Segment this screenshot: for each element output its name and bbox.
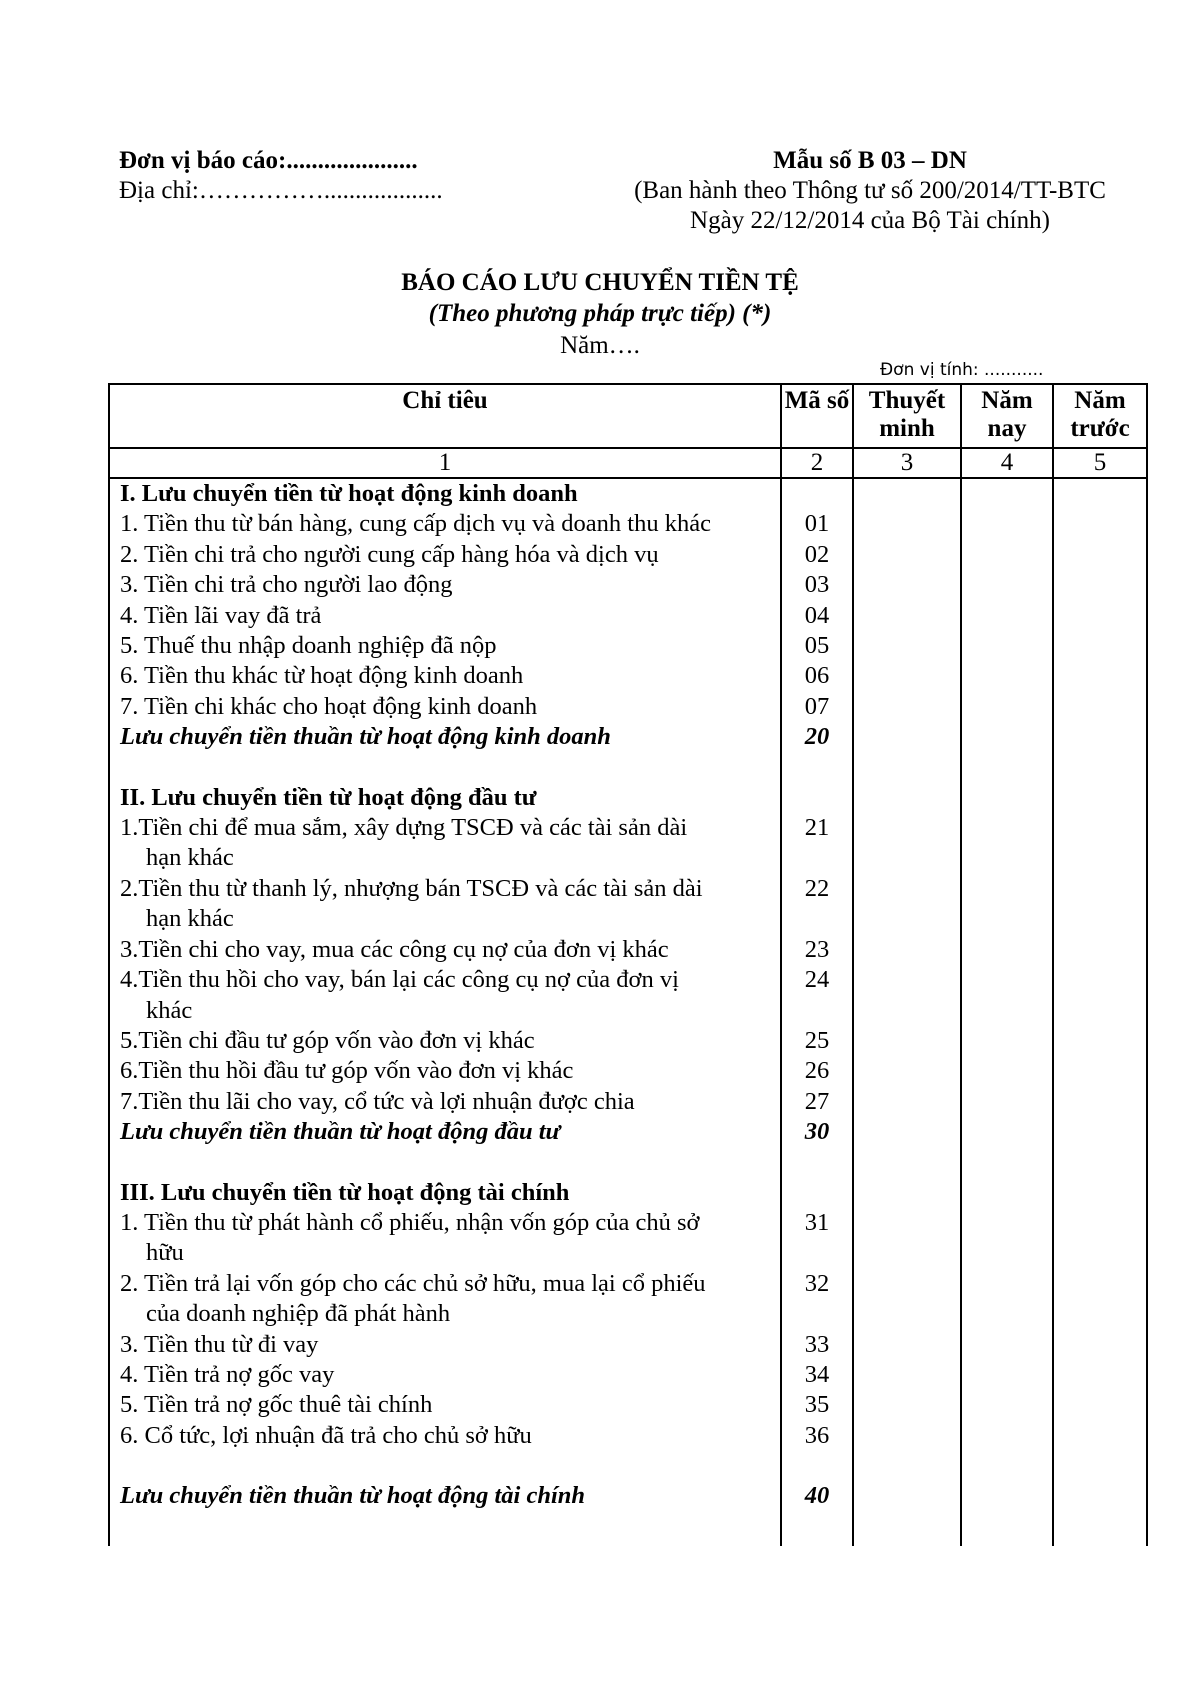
header-current-year: Năm nay bbox=[961, 384, 1053, 448]
header-previous-year: Năm trước bbox=[1053, 384, 1147, 448]
row-label-line: 2.Tiền thu từ thanh lý, nhượng bán TSCĐ và các tài sản dài bbox=[120, 874, 703, 902]
row-label: 3.Tiền chi cho vay, mua các công cụ nợ của đơn vị khác bbox=[109, 935, 781, 965]
table-row bbox=[109, 1330, 1147, 1360]
column-number: 2 bbox=[781, 448, 853, 478]
form-number: Mẫu số B 03 – DN bbox=[773, 147, 967, 174]
row-label bbox=[109, 965, 781, 1026]
table-row bbox=[109, 1421, 1147, 1451]
net-cash-flow-row bbox=[109, 1481, 1147, 1511]
spacer-row bbox=[109, 753, 1147, 783]
row-label: 3. Tiền chi trả cho người lao động bbox=[109, 570, 781, 600]
table-row bbox=[109, 1360, 1147, 1390]
row-code: 07 bbox=[781, 692, 853, 722]
row-code: 06 bbox=[781, 661, 853, 691]
column-number: 3 bbox=[853, 448, 961, 478]
row-code: 05 bbox=[781, 631, 853, 661]
row-label: 7.Tiền thu lãi cho vay, cổ tức và lợi nhuận được chia bbox=[109, 1087, 781, 1117]
reporting-unit-label: Đơn vị báo cáo:..................... bbox=[119, 147, 418, 174]
address-label: Địa chỉ:……………................... bbox=[119, 177, 443, 204]
row-code: 26 bbox=[781, 1056, 853, 1086]
issued-date: Ngày 22/12/2014 của Bộ Tài chính) bbox=[690, 207, 1050, 234]
column-number: 4 bbox=[961, 448, 1053, 478]
header-indicator: Chỉ tiêu bbox=[109, 384, 781, 448]
section-title: II. Lưu chuyển tiền từ hoạt động đầu tư bbox=[109, 783, 781, 813]
report-year: Năm…. bbox=[560, 332, 640, 359]
section-heading-row bbox=[109, 478, 1147, 509]
section-title: III. Lưu chuyển tiền từ hoạt động tài chính bbox=[109, 1178, 781, 1208]
table-row bbox=[109, 1269, 1147, 1330]
table-row bbox=[109, 874, 1147, 935]
net-code: 20 bbox=[781, 722, 853, 752]
row-label-continuation: hữu bbox=[146, 1239, 184, 1267]
row-code: 35 bbox=[781, 1390, 853, 1420]
report-title: BÁO CÁO LƯU CHUYỂN TIỀN TỆ bbox=[401, 269, 799, 296]
row-label-continuation: khác bbox=[146, 996, 193, 1024]
cash-flow-table bbox=[108, 383, 1148, 1546]
row-label: 5. Tiền trả nợ gốc thuê tài chính bbox=[109, 1390, 781, 1420]
row-code: 36 bbox=[781, 1421, 853, 1451]
section-heading-row bbox=[109, 783, 1147, 813]
row-code: 02 bbox=[781, 540, 853, 570]
row-label: 4. Tiền trả nợ gốc vay bbox=[109, 1360, 781, 1390]
section-title: I. Lưu chuyển tiền từ hoạt động kinh doanh bbox=[109, 478, 781, 509]
row-code: 04 bbox=[781, 601, 853, 631]
row-label bbox=[109, 1269, 781, 1330]
row-label bbox=[109, 874, 781, 935]
net-label: Lưu chuyển tiền thuần từ hoạt động kinh doanh bbox=[109, 722, 781, 752]
row-code: 03 bbox=[781, 570, 853, 600]
reporting-entity-block bbox=[119, 146, 539, 206]
table-row bbox=[109, 540, 1147, 570]
net-code: 30 bbox=[781, 1117, 853, 1147]
net-code: 40 bbox=[781, 1481, 853, 1511]
table-row bbox=[109, 570, 1147, 600]
row-label: 6.Tiền thu hồi đầu tư góp vốn vào đơn vị khác bbox=[109, 1056, 781, 1086]
table-row bbox=[109, 935, 1147, 965]
row-code: 31 bbox=[781, 1208, 853, 1269]
section-heading-row bbox=[109, 1178, 1147, 1208]
table-row bbox=[109, 1026, 1147, 1056]
report-method: (Theo phương pháp trực tiếp) (*) bbox=[428, 300, 772, 327]
row-label-continuation: hạn khác bbox=[146, 905, 234, 933]
row-code: 23 bbox=[781, 935, 853, 965]
header-note: Thuyết minh bbox=[853, 384, 961, 448]
row-label: 6. Tiền thu khác từ hoạt động kinh doanh bbox=[109, 661, 781, 691]
table-header-row bbox=[109, 384, 1147, 448]
row-label: 1. Tiền thu từ bán hàng, cung cấp dịch vụ và doanh thu khác bbox=[109, 509, 781, 539]
net-label: Lưu chuyển tiền thuần từ hoạt động đầu tư bbox=[109, 1117, 781, 1147]
row-code: 24 bbox=[781, 965, 853, 1026]
column-number: 5 bbox=[1053, 448, 1147, 478]
net-cash-flow-row bbox=[109, 722, 1147, 752]
row-label-line: 2. Tiền trả lại vốn góp cho các chủ sở hữu, mua lại cổ phiếu bbox=[120, 1269, 706, 1297]
row-label-line: 4.Tiền thu hồi cho vay, bán lại các công cụ nợ của đơn vị bbox=[120, 966, 679, 994]
row-code: 33 bbox=[781, 1330, 853, 1360]
column-number-row bbox=[109, 448, 1147, 478]
table-row bbox=[109, 509, 1147, 539]
row-label bbox=[109, 813, 781, 874]
spacer-row bbox=[109, 1148, 1147, 1178]
header-code: Mã số bbox=[781, 384, 853, 448]
row-code: 27 bbox=[781, 1087, 853, 1117]
row-code: 21 bbox=[781, 813, 853, 874]
table-row bbox=[109, 1087, 1147, 1117]
table-row bbox=[109, 1056, 1147, 1086]
row-code: 34 bbox=[781, 1360, 853, 1390]
row-label-line: 1.Tiền chi để mua sắm, xây dựng TSCĐ và các tài sản dài bbox=[120, 814, 688, 842]
net-label: Lưu chuyển tiền thuần từ hoạt động tài chính bbox=[109, 1481, 781, 1511]
spacer-row bbox=[109, 1451, 1147, 1481]
table-row bbox=[109, 965, 1147, 1026]
row-label-line: 1. Tiền thu từ phát hành cổ phiếu, nhận vốn góp của chủ sở bbox=[120, 1208, 700, 1236]
row-code: 32 bbox=[781, 1269, 853, 1330]
report-title-block bbox=[0, 268, 1200, 362]
form-info-block bbox=[600, 146, 1140, 236]
trailing-row bbox=[109, 1512, 1147, 1546]
row-label: 6. Cổ tức, lợi nhuận đã trả cho chủ sở hữu bbox=[109, 1421, 781, 1451]
row-label bbox=[109, 1208, 781, 1269]
row-label: 7. Tiền chi khác cho hoạt động kinh doanh bbox=[109, 692, 781, 722]
net-cash-flow-row bbox=[109, 1117, 1147, 1147]
table-row bbox=[109, 813, 1147, 874]
table-row bbox=[109, 1208, 1147, 1269]
row-code: 01 bbox=[781, 509, 853, 539]
row-label: 3. Tiền thu từ đi vay bbox=[109, 1330, 781, 1360]
table-row bbox=[109, 692, 1147, 722]
table-row bbox=[109, 601, 1147, 631]
row-label: 4. Tiền lãi vay đã trả bbox=[109, 601, 781, 631]
currency-unit: Đơn vị tính: ........... bbox=[880, 360, 1044, 380]
row-label: 2. Tiền chi trả cho người cung cấp hàng hóa và dịch vụ bbox=[109, 540, 781, 570]
row-code: 22 bbox=[781, 874, 853, 935]
row-label: 5.Tiền chi đầu tư góp vốn vào đơn vị khác bbox=[109, 1026, 781, 1056]
column-number: 1 bbox=[109, 448, 781, 478]
issued-by: (Ban hành theo Thông tư số 200/2014/TT-BTC bbox=[634, 177, 1106, 204]
table-row bbox=[109, 661, 1147, 691]
row-label: 5. Thuế thu nhập doanh nghiệp đã nộp bbox=[109, 631, 781, 661]
table-row bbox=[109, 631, 1147, 661]
row-label-continuation: của doanh nghiệp đã phát hành bbox=[146, 1300, 451, 1328]
row-label-continuation: hạn khác bbox=[146, 844, 234, 872]
row-code: 25 bbox=[781, 1026, 853, 1056]
table-row bbox=[109, 1390, 1147, 1420]
